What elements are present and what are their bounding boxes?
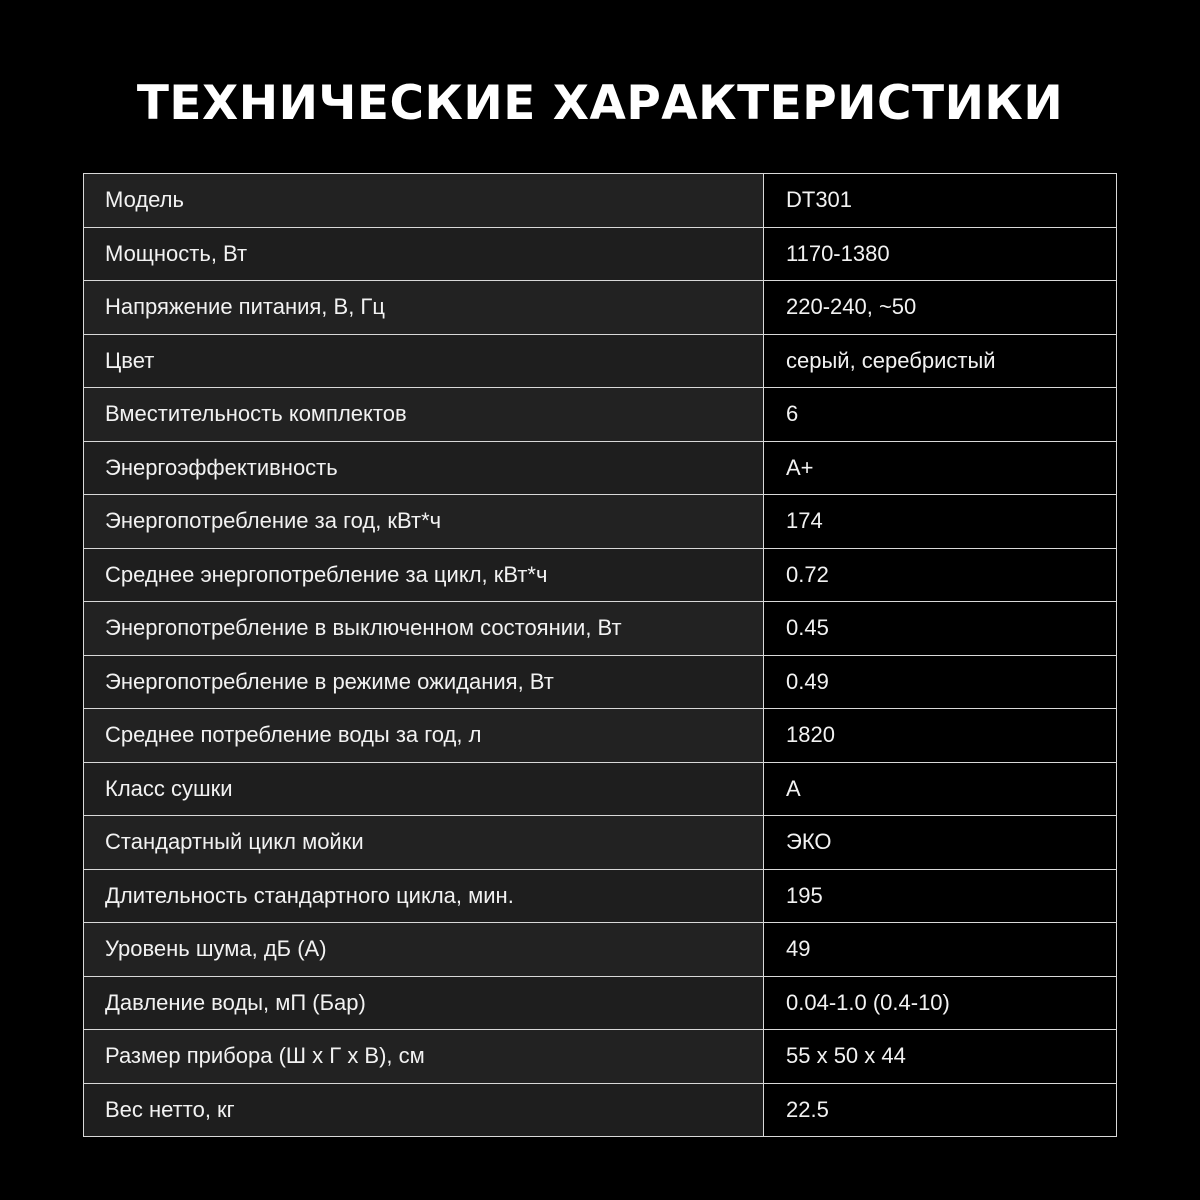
- param-cell: Энергопотребление в режиме ожидания, Вт: [84, 655, 764, 709]
- table-row: [84, 762, 1117, 816]
- table-row: [84, 388, 1117, 442]
- value-cell: 6: [764, 388, 1117, 442]
- table-row: [84, 548, 1117, 602]
- param-cell: Энергоэффективность: [84, 441, 764, 495]
- param-cell: Напряжение питания, В, Гц: [84, 281, 764, 335]
- table-row: [84, 174, 1117, 228]
- value-cell: 55 x 50 x 44: [764, 1030, 1117, 1084]
- table-row: [84, 923, 1117, 977]
- table-row: [84, 495, 1117, 549]
- table-row: [84, 227, 1117, 281]
- value-cell: 49: [764, 923, 1117, 977]
- value-cell: 22.5: [764, 1083, 1117, 1137]
- value-cell: ЭКО: [764, 816, 1117, 870]
- value-cell: 0.04-1.0 (0.4-10): [764, 976, 1117, 1030]
- table-row: [84, 281, 1117, 335]
- param-cell: Среднее потребление воды за год, л: [84, 709, 764, 763]
- table-row: [84, 869, 1117, 923]
- value-cell: 0.72: [764, 548, 1117, 602]
- value-cell: серый, серебристый: [764, 334, 1117, 388]
- param-cell: Среднее энергопотребление за цикл, кВт*ч: [84, 548, 764, 602]
- value-cell: 220-240, ~50: [764, 281, 1117, 335]
- table-row: [84, 602, 1117, 656]
- table-row: [84, 816, 1117, 870]
- param-cell: Давление воды, мП (Бар): [84, 976, 764, 1030]
- table-row: [84, 655, 1117, 709]
- value-cell: 0.45: [764, 602, 1117, 656]
- param-cell: Цвет: [84, 334, 764, 388]
- table-row: [84, 441, 1117, 495]
- param-cell: Энергопотребление в выключенном состоянии, Вт: [84, 602, 764, 656]
- table-row: [84, 334, 1117, 388]
- param-cell: Стандартный цикл мойки: [84, 816, 764, 870]
- param-cell: Класс сушки: [84, 762, 764, 816]
- param-cell: Мощность, Вт: [84, 227, 764, 281]
- param-cell: Модель: [84, 174, 764, 228]
- spec-table: [83, 173, 1117, 1137]
- value-cell: A+: [764, 441, 1117, 495]
- value-cell: DT301: [764, 174, 1117, 228]
- table-row: [84, 976, 1117, 1030]
- param-cell: Вместительность комплектов: [84, 388, 764, 442]
- param-cell: Длительность стандартного цикла, мин.: [84, 869, 764, 923]
- param-cell: Размер прибора (Ш х Г х В), см: [84, 1030, 764, 1084]
- table-row: [84, 1083, 1117, 1137]
- value-cell: 195: [764, 869, 1117, 923]
- table-row: [84, 709, 1117, 763]
- param-cell: Энергопотребление за год, кВт*ч: [84, 495, 764, 549]
- page-title: ТЕХНИЧЕСКИЕ ХАРАКТЕРИСТИКИ: [136, 76, 1064, 131]
- value-cell: 1170-1380: [764, 227, 1117, 281]
- param-cell: Вес нетто, кг: [84, 1083, 764, 1137]
- param-cell: Уровень шума, дБ (A): [84, 923, 764, 977]
- value-cell: 174: [764, 495, 1117, 549]
- value-cell: 1820: [764, 709, 1117, 763]
- table-row: [84, 1030, 1117, 1084]
- value-cell: A: [764, 762, 1117, 816]
- value-cell: 0.49: [764, 655, 1117, 709]
